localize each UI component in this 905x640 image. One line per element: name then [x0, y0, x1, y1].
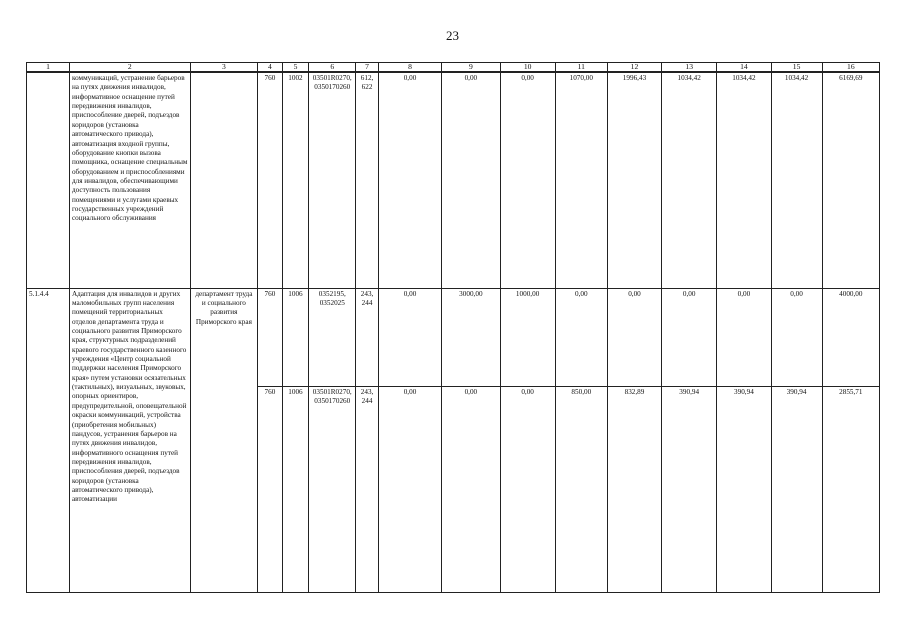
column-header: 16 [822, 63, 879, 73]
column-header: 4 [258, 63, 283, 73]
table-row [27, 288, 880, 386]
column-header: 3 [190, 63, 258, 73]
amount-cell: 390,94 [662, 386, 717, 592]
amount-cell: 390,94 [717, 386, 771, 592]
code-section: 1006 [282, 386, 309, 592]
amount-cell: 1034,42 [662, 72, 717, 288]
column-header: 11 [555, 63, 607, 73]
code-ministry: 760 [258, 72, 283, 288]
amount-cell: 0,00 [717, 288, 771, 386]
amount-cell: 390,94 [771, 386, 822, 592]
amount-cell: 0,00 [662, 288, 717, 386]
column-header: 8 [378, 63, 441, 73]
row-number [27, 72, 70, 288]
row-number: 5.1.4.4 [27, 288, 70, 592]
amount-total: 6169,69 [822, 72, 879, 288]
column-header: 14 [717, 63, 771, 73]
column-header: 10 [500, 63, 555, 73]
amount-cell: 850,00 [555, 386, 607, 592]
code-expense-type: 612, 622 [356, 72, 379, 288]
column-header: 13 [662, 63, 717, 73]
amount-cell: 0,00 [771, 288, 822, 386]
code-target-article: 03501R0270, 0350170260 [309, 386, 356, 592]
column-header: 12 [607, 63, 661, 73]
amount-total: 4000,00 [822, 288, 879, 386]
amount-cell: 1034,42 [717, 72, 771, 288]
budget-table [26, 62, 880, 593]
code-expense-type: 243, 244 [356, 288, 379, 386]
amount-cell: 0,00 [442, 72, 500, 288]
code-section: 1006 [282, 288, 309, 386]
amount-cell: 0,00 [378, 386, 441, 592]
code-ministry: 760 [258, 386, 283, 592]
column-header: 15 [771, 63, 822, 73]
amount-cell: 0,00 [378, 72, 441, 288]
code-target-article: 03501R0270, 0350170260 [309, 72, 356, 288]
amount-cell: 0,00 [500, 72, 555, 288]
column-header: 5 [282, 63, 309, 73]
measure-description: коммуникаций, устранение барьеров на путях движения инвалидов, информативное оснащение путей передвижения инвалидов, приспособление дверей, подъездов коридоров (установка автоматического привода), автоматизация входной группы, оборудование кнопки вызова помощника, оснащение специальным оборудованием и приспособлениями для инвалидов, обеспечивающими доступность пользования помещениями и услугами краевых государственных учреждений социального обслуживания [69, 72, 190, 288]
column-header: 2 [69, 63, 190, 73]
responsible-department [190, 72, 258, 288]
amount-cell: 3000,00 [442, 288, 500, 386]
code-section: 1002 [282, 72, 309, 288]
amount-cell: 1034,42 [771, 72, 822, 288]
amount-cell: 832,89 [607, 386, 661, 592]
amount-cell: 1000,00 [500, 288, 555, 386]
column-header: 7 [356, 63, 379, 73]
amount-cell: 1996,43 [607, 72, 661, 288]
column-header: 1 [27, 63, 70, 73]
responsible-department: департамент труда и социального развития Приморского края [190, 288, 258, 592]
amount-cell: 0,00 [378, 288, 441, 386]
table-row [27, 72, 880, 288]
code-target-article: 0352195, 0352025 [309, 288, 356, 386]
column-header: 9 [442, 63, 500, 73]
code-ministry: 760 [258, 288, 283, 386]
amount-cell: 1070,00 [555, 72, 607, 288]
column-header-row [27, 63, 880, 73]
code-expense-type: 243, 244 [356, 386, 379, 592]
amount-total: 2855,71 [822, 386, 879, 592]
amount-cell: 0,00 [500, 386, 555, 592]
page-number: 23 [446, 28, 459, 43]
amount-cell: 0,00 [607, 288, 661, 386]
measure-description: Адаптация для инвалидов и других маломобильных групп населения помещений территориальных отделов департамента труда и социального развития Приморского края, структурных подразделений краевого государственного казенного учреждения «Центр социальной поддержки населения Приморского края» путем установки осязательных (тактильных), визуальных, звуковых, опорных ориентиров, предупредительной, оповещательной окраски коммуникаций, устройства (приобретения мобильных) пандусов, устранения барьеров на путях движения инвалидов, информативного оснащения путей передвижения инвалидов, приспособления дверей, подъездов коридоров (установка автоматического привода), автоматизации [69, 288, 190, 592]
amount-cell: 0,00 [442, 386, 500, 592]
column-header: 6 [309, 63, 356, 73]
amount-cell: 0,00 [555, 288, 607, 386]
